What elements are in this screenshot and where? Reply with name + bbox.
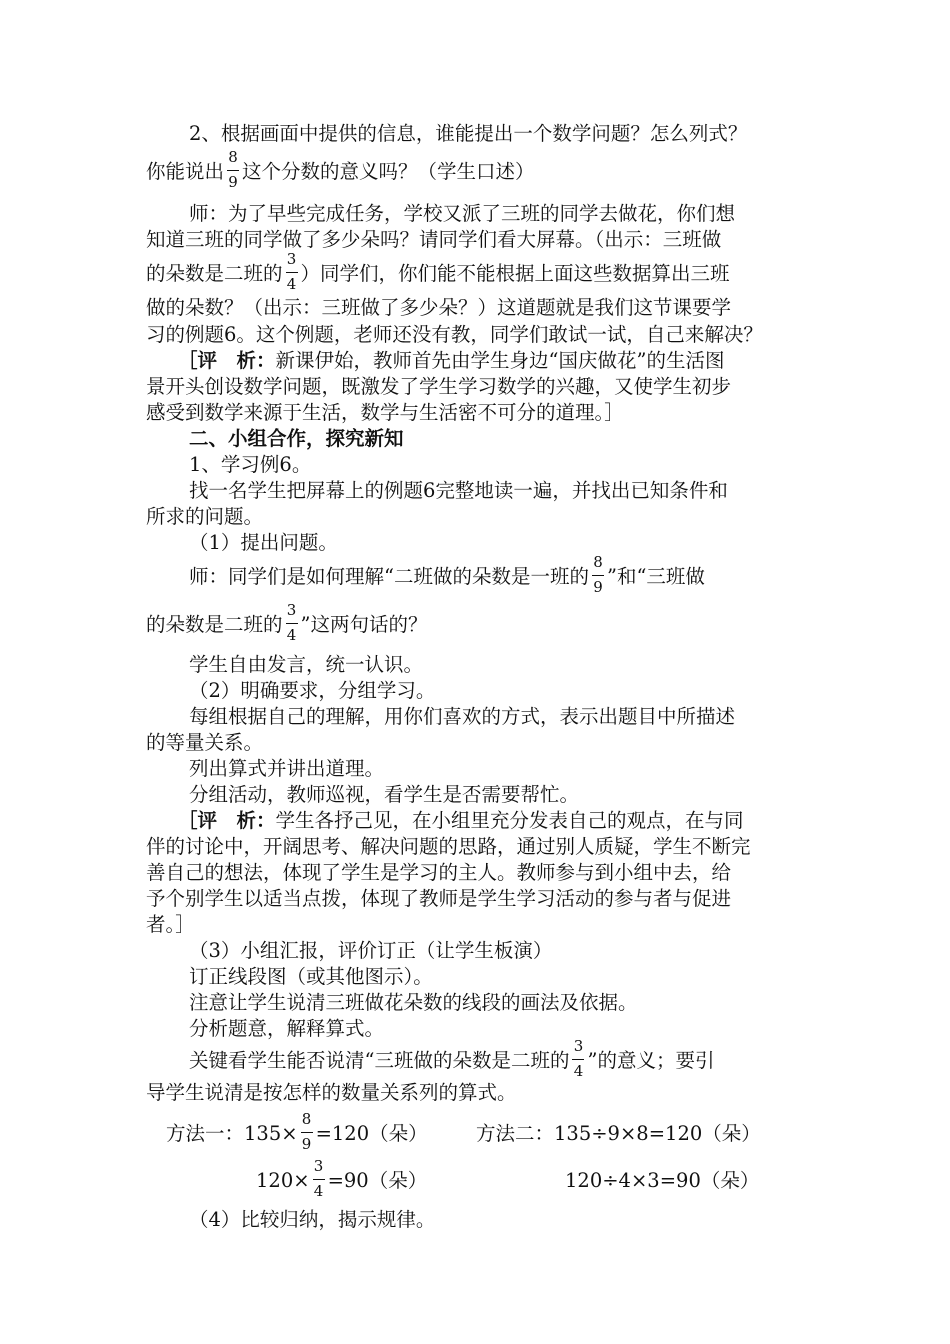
fraction: $\frac{8}{9}$ [228, 148, 238, 191]
formula-method-one: 方法一：135× $\frac{8}{9}$ =120（朵） [166, 1110, 428, 1153]
formula-method-two-step-two: 120÷4×3=90（朵） [565, 1169, 760, 1192]
paragraph-line: 的等量关系。 [146, 731, 264, 754]
paragraph-line: 做的朵数？（出示：三班做了多少朵？）这道题就是我们这节课要学 [146, 296, 732, 319]
paragraph-line: 知道三班的同学做了多少朵吗？请同学们看大屏幕。（出示：三班做 [146, 228, 722, 251]
paragraph-line: （4）比较归纳，揭示规律。 [189, 1208, 436, 1231]
formula-method-two: 方法二：135÷9×8=120（朵） [476, 1122, 761, 1145]
paragraph-line: 者。］ [146, 913, 195, 936]
comment-line: ［评 析：新课伊始，教师首先由学生身边“国庆做花”的生活图 [178, 349, 725, 372]
paragraph-line: 找一名学生把屏幕上的例题6完整地读一遍，并找出已知条件和 [189, 479, 728, 502]
comment-line: ［评 析：学生各抒己见，在小组里充分发表自己的观点，在与同 [178, 809, 744, 832]
paragraph-line: 每组根据自己的理解，用你们喜欢的方式，表示出题目中所描述 [189, 705, 736, 728]
paragraph-line: （1）提出问题。 [189, 531, 338, 554]
fraction: $\frac{3}{4}$ [573, 1037, 584, 1080]
paragraph-line: 订正线段图（或其他图示）。 [189, 965, 433, 988]
paragraph-line: 所求的问题。 [146, 505, 264, 528]
paragraph-line: 1、学习例6。 [189, 453, 312, 476]
paragraph-line: 列出算式并讲出道理。 [189, 757, 385, 780]
paragraph-line: 感受到数学来源于生活，数学与生活密不可分的道理。］ [146, 401, 624, 424]
paragraph-line: 分析题意，解释算式。 [189, 1017, 385, 1040]
paragraph-line: 学生自由发言，统一认识。 [189, 653, 424, 676]
paragraph-line: 关键看学生能否说清“三班做的朵数是二班的 $\frac{3}{4}$ ”的意义；要引 [189, 1037, 715, 1080]
paragraph-line: 予个别学生以适当点拨，体现了教师是学生学习活动的参与者与促进 [146, 887, 732, 910]
fraction: $\frac{3}{4}$ [313, 1157, 324, 1200]
fraction: $\frac{8}{9}$ [301, 1110, 312, 1153]
paragraph-line: 的朵数是二班的 $\frac{3}{4}$ ”这两句话的？ [146, 601, 428, 644]
paragraph-line: （3）小组汇报，评价订正（让学生板演） [189, 939, 553, 962]
paragraph-line: 师：为了早些完成任务，学校又派了三班的同学去做花，你们想 [189, 202, 736, 225]
paragraph-line: （2）明确要求，分组学习。 [189, 679, 436, 702]
paragraph-line: 注意让学生说清三班做花朵数的线段的画法及依据。 [189, 991, 638, 1014]
fraction: $\frac{3}{4}$ [286, 250, 297, 293]
paragraph-line: 师：同学们是如何理解“二班做的朵数是一班的 $\frac{8}{9}$ ”和“三班做 [189, 553, 705, 596]
paragraph-line: 善自己的想法，体现了学生是学习的主人。教师参与到小组中去，给 [146, 861, 732, 884]
section-heading: 二、小组合作，探究新知 [189, 427, 404, 450]
paragraph-line: 的朵数是二班的 $\frac{3}{4}$ ）同学们，你们能不能根据上面这些数据算出三班 [146, 250, 730, 293]
paragraph-line: 你能说出 $\frac{8}{9}$ 这个分数的意义吗？（学生口述） [146, 148, 535, 191]
fraction: $\frac{8}{9}$ [593, 553, 603, 596]
fraction: $\frac{3}{4}$ [286, 601, 297, 644]
paragraph-line: 导学生说清是按怎样的数量关系列的算式。 [146, 1081, 517, 1104]
formula-method-one-step-two: 120× $\frac{3}{4}$ =90（朵） [256, 1157, 428, 1200]
paragraph-line: 伴的讨论中，开阔思考、解决问题的思路，通过别人质疑，学生不断完 [146, 835, 751, 858]
paragraph-line: 景开头创设数学问题，既激发了学生学习数学的兴趣，又使学生初步 [146, 375, 732, 398]
paragraph-line: 2、根据画面中提供的信息，谁能提出一个数学问题？怎么列式？ [189, 122, 748, 145]
paragraph-line: 分组活动，教师巡视，看学生是否需要帮忙。 [189, 783, 580, 806]
paragraph-line: 习的例题6。这个例题，老师还没有教，同学们敢试一试，自己来解决？ [146, 323, 763, 346]
